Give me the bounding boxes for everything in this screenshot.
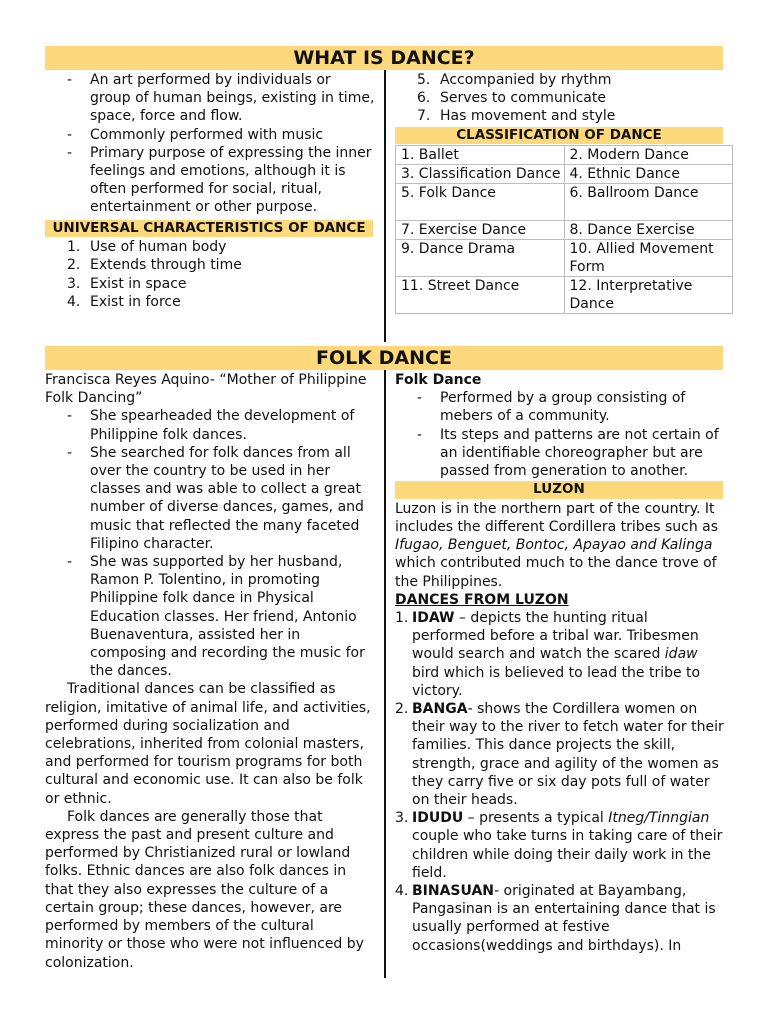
traditional-dances-paragraph: Traditional dances can be classified as religion, imitative of animal life, and activities, performed during socialization and celebrations, inherited from colonial masters, and performed for tourism programs for both cultural and economic use. It can also be folk or ethnic. bbox=[45, 681, 371, 807]
table-row bbox=[396, 146, 733, 165]
folk-dance-bullets bbox=[395, 389, 725, 480]
table-cell: 4. Ethnic Dance bbox=[564, 165, 733, 184]
aquino-intro: Francisca Reyes Aquino- “Mother of Philippine Folk Dancing” bbox=[45, 372, 367, 407]
characteristic-item: 5. Accompanied by rhythm bbox=[417, 72, 612, 88]
table-cell: 5. Folk Dance bbox=[396, 184, 565, 221]
aquino-bullet: - She was supported by her husband, Ramon P. Tolentino, in promoting Philippine folk dance in Physical Education classes. Her friend, Antonio Buenaventura, assisted her in composing and recording the music for the dances. bbox=[45, 553, 375, 680]
section-title-what-is-dance: WHAT IS DANCE? bbox=[45, 46, 723, 70]
what-is-dance-right-column bbox=[395, 71, 735, 314]
folk-dance-heading: Folk Dance bbox=[395, 372, 482, 388]
classification-table bbox=[395, 145, 733, 314]
table-row bbox=[396, 240, 733, 277]
table-row bbox=[396, 165, 733, 184]
table-cell: 10. Allied Movement Form bbox=[564, 240, 733, 277]
luzon-dances-list bbox=[395, 609, 725, 955]
table-cell: 11. Street Dance bbox=[396, 277, 565, 314]
characteristic-item: 7. Has movement and style bbox=[417, 108, 616, 125]
table-row bbox=[396, 221, 733, 240]
dance-item-banga: 2. BANGA- shows the Cordillera women on their way to the river to fetch water for their families. This dance projects the skill, strength, grace and agility of the women as they carry five or six day pots full of water on their heads. bbox=[395, 700, 724, 808]
universal-characteristics-heading: UNIVERSAL CHARACTERISTICS OF DANCE bbox=[45, 220, 373, 238]
table-row bbox=[396, 277, 733, 314]
luzon-heading: LUZON bbox=[395, 481, 723, 499]
table-cell: 6. Ballroom Dance bbox=[564, 184, 733, 221]
table-cell: 2. Modern Dance bbox=[564, 146, 733, 165]
aquino-bullet: - She spearheaded the development of Philippine folk dances. bbox=[45, 407, 375, 443]
classification-heading: CLASSIFICATION OF DANCE bbox=[395, 127, 723, 145]
table-cell: 12. Interpretative Dance bbox=[564, 277, 733, 314]
table-cell: 9. Dance Drama bbox=[396, 240, 565, 277]
dances-from-luzon-heading: DANCES FROM LUZON bbox=[395, 591, 569, 608]
what-is-dance-left-column bbox=[45, 71, 375, 311]
folk-dance-bullet: - Performed by a group consisting of mebers of a community. bbox=[395, 389, 725, 425]
definition-item: - An art performed by individuals or group of human beings, existing in time, space, force and flow. bbox=[45, 71, 375, 126]
universal-characteristics-list bbox=[45, 238, 375, 311]
folk-dance-right-column bbox=[395, 371, 725, 955]
characteristic-item: 6. Serves to communicate bbox=[417, 90, 606, 107]
section-title-folk-dance: FOLK DANCE bbox=[45, 346, 723, 370]
folk-dance-bullet: - Its steps and patterns are not certain of an identifiable choreographer but are passed from generation to another. bbox=[395, 426, 725, 481]
dance-item-idaw: 1. IDAW – depicts the hunting ritual performed before a tribal war. Tribesmen would search and watch the scared idaw bird which is believed to lead the tribe to victory. bbox=[395, 609, 701, 699]
table-cell: 8. Dance Exercise bbox=[564, 221, 733, 240]
table-cell: 1. Ballet bbox=[396, 146, 565, 165]
universal-characteristics-continued bbox=[395, 71, 735, 126]
dance-item-binasuan: 4. BINASUAN- originated at Bayambang, Pangasinan is an entertaining dance that is usually performed at festive occasions(weddings and birthdays). In bbox=[395, 882, 716, 954]
definition-list bbox=[45, 71, 375, 217]
characteristic-item: 2. Extends through time bbox=[67, 257, 242, 274]
aquino-bullets bbox=[45, 407, 375, 680]
characteristic-item: 3. Exist in space bbox=[67, 275, 187, 292]
table-cell: 3. Classification Dance bbox=[396, 165, 565, 184]
folk-dance-left-column bbox=[45, 371, 375, 972]
column-divider-top bbox=[384, 70, 386, 342]
definition-item: - Primary purpose of expressing the inner feelings and emotions, although it is often performed for social, ritual, entertainment or other purpose. bbox=[45, 144, 375, 217]
aquino-bullet: - She searched for folk dances from all over the country to be used in her classes and was able to collect a great number of diverse dances, games, and music that reflected the many faceted Filipino character. bbox=[45, 444, 375, 553]
column-divider-bottom bbox=[384, 370, 386, 978]
table-row bbox=[396, 184, 733, 221]
characteristic-item: 4. Exist in force bbox=[67, 293, 181, 310]
definition-item: - Commonly performed with music bbox=[45, 126, 375, 144]
table-cell: 7. Exercise Dance bbox=[396, 221, 565, 240]
characteristic-item: 1. Use of human body bbox=[67, 239, 227, 256]
folk-ethnic-paragraph: Folk dances are generally those that express the past and present culture and performed by Christianized rural or lowland folks. Ethnic dances are also folk dances in that they also expresses the culture of a certain group; these dances, however, are performed by members of the cultural minority or those who were not influenced by colonization. bbox=[45, 808, 364, 971]
dance-item-idudu: 3. IDUDU – presents a typical Itneg/Tinngian couple who take turns in taking care of their children while doing their daily work in the field. bbox=[395, 810, 723, 881]
luzon-description: Luzon is in the northern part of the country. It includes the different Cordillera tribes such as Ifugao, Benguet, Bontoc, Apayao and Kalinga which contributed much to the dance trove of the Philippines. bbox=[395, 500, 719, 590]
